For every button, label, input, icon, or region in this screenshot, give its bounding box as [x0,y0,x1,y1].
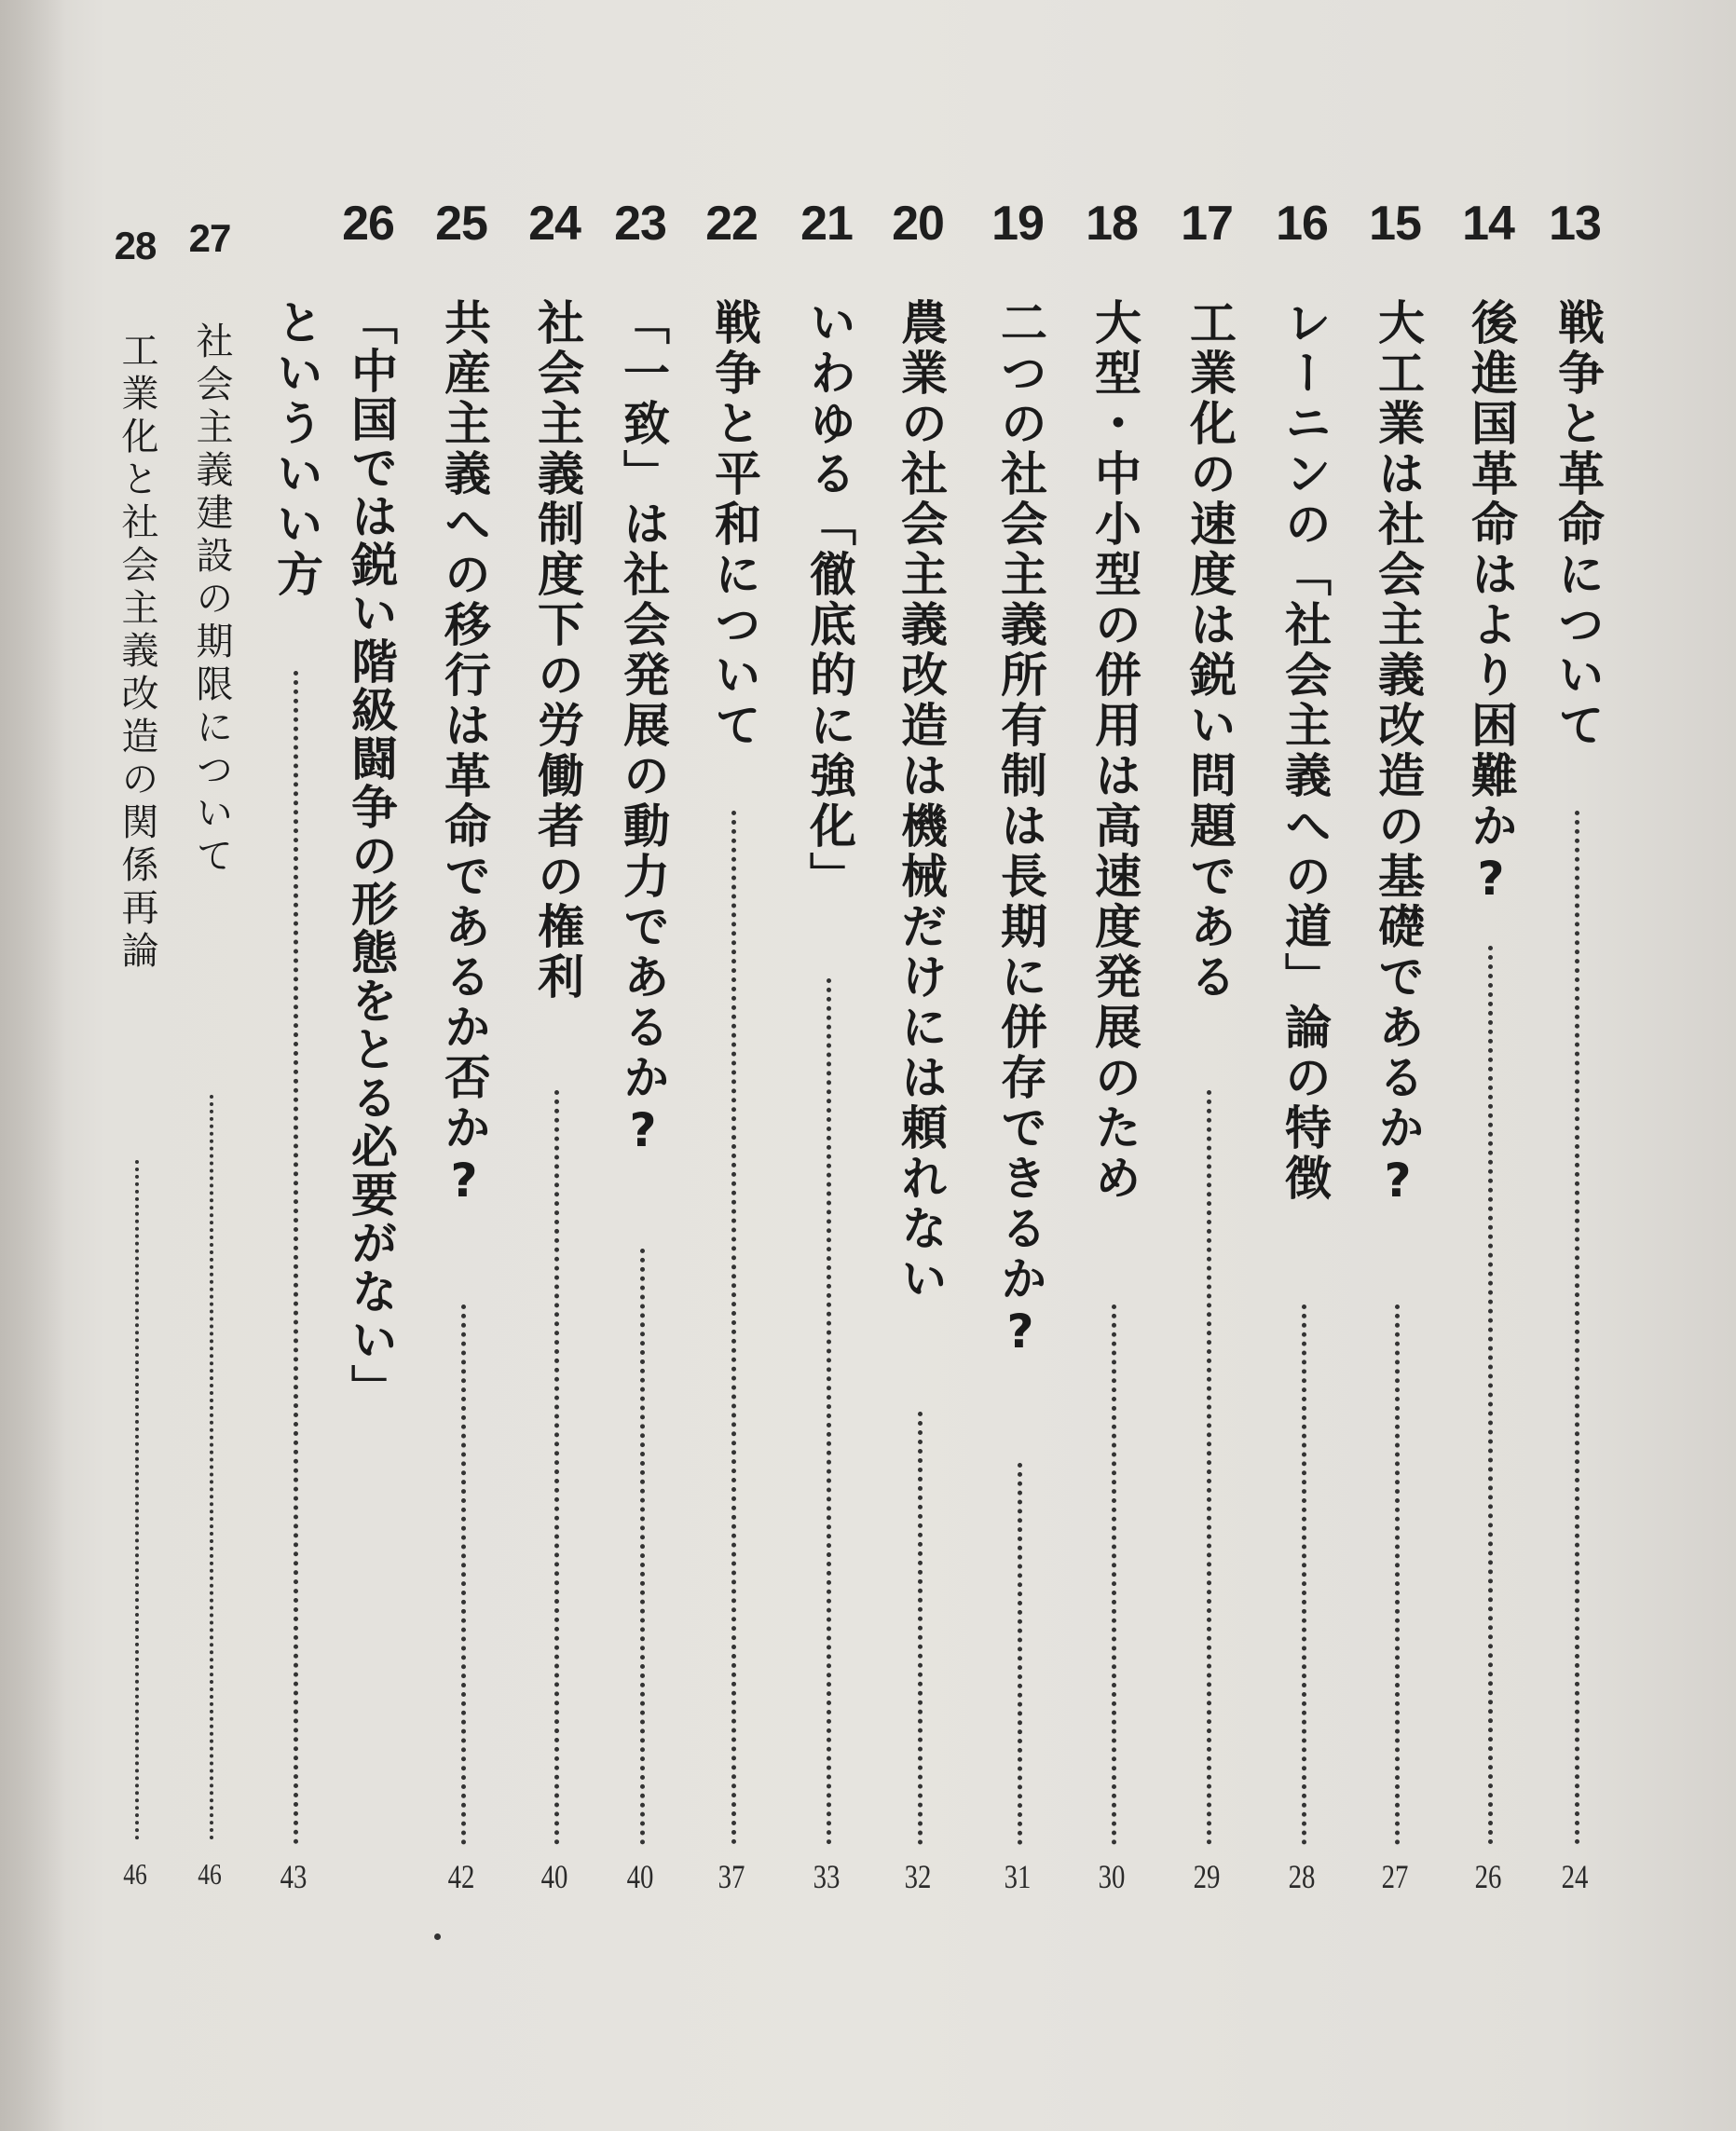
entry-page-number: 24 [1561,1858,1589,1895]
entry-page-number: 42 [447,1858,475,1895]
entry-page-number: 29 [1193,1858,1221,1895]
leader-dots [731,811,736,1845]
entry-number: 17 [1181,197,1233,251]
entry-title: 大工業は社会主義改造の基礎であるか? [1371,298,1425,1211]
entry-page-number: 33 [813,1858,841,1895]
toc-entry[interactable] [1446,0,1530,2131]
entry-title: 戦争と革命について [1551,298,1605,751]
entry-number: 21 [800,197,853,251]
toc-entry[interactable] [1070,0,1154,2131]
leader-dots [640,1249,645,1845]
toc-entry[interactable] [1353,0,1437,2131]
paper-speck [434,1933,441,1940]
leader-dots [1488,946,1493,1845]
leader-dots [1302,1305,1306,1845]
entry-page-number: 43 [280,1858,308,1895]
entry-number: 19 [991,197,1044,251]
entry-title: 工業化の速度は鋭い問題である [1182,298,1237,1003]
entry-number: 28 [114,224,157,267]
toc-entry[interactable] [513,0,596,2131]
entry-title: 「中国では鋭い階級闘争の形態をとる必要がない」 [344,298,398,1413]
leader-dots [1395,1305,1400,1845]
entry-number: 16 [1276,197,1328,251]
entry-title: レーニンの「社会主義への道」論の特徴 [1278,298,1332,1204]
entry-number: 20 [892,197,944,251]
toc-entry-continuation[interactable] [252,0,335,2131]
entry-title: といういい方 [269,298,323,600]
entry-page-number: 40 [626,1858,654,1895]
entry-title: 戦争と平和について [707,298,761,751]
toc-entry[interactable] [876,0,960,2131]
entry-page-number: 37 [718,1858,745,1895]
entry-title: 社会主義建設の期限について [190,321,233,879]
entry-number: 26 [342,197,394,251]
leader-dots [1112,1305,1116,1845]
entry-page-number: 28 [1288,1858,1316,1895]
entry-title: 大型・中小型の併用は高速度発展のため [1087,298,1141,1204]
leader-dots [461,1305,466,1845]
leader-dots [554,1090,559,1845]
entry-number: 23 [614,197,666,251]
leader-dots [1018,1463,1022,1845]
toc-entry[interactable] [326,0,410,2131]
entry-title: 共産主義への移行は革命であるか否か? [437,298,491,1211]
toc-entry[interactable] [1165,0,1249,2131]
entry-page-number: 26 [1474,1858,1502,1895]
entry-page-number: 46 [123,1857,147,1891]
entry-number: 13 [1549,197,1601,251]
entry-page-number: 40 [540,1858,568,1895]
toc-entry[interactable] [93,0,177,2131]
toc-entry[interactable] [1533,0,1617,2131]
entry-number: 14 [1462,197,1514,251]
entry-title: 社会主義制度下の労働者の権利 [530,298,584,1003]
entry-number: 15 [1369,197,1421,251]
entry-number: 27 [188,216,231,260]
entry-number: 25 [435,197,487,251]
entry-title: 二つの社会主義所有制は長期に併存できるか? [993,298,1047,1362]
toc-entry[interactable] [168,0,252,2131]
entry-page-number: 46 [198,1857,222,1891]
entry-number: 22 [705,197,758,251]
toc-entry[interactable] [419,0,503,2131]
toc-entry[interactable] [598,0,682,2131]
entry-title: 農業の社会主義改造は機械だけには頼れない [894,298,948,1305]
leader-dots [827,978,831,1845]
entry-page-number: 31 [1004,1858,1032,1895]
entry-page-number: 30 [1098,1858,1126,1895]
page-gutter-shadow [0,0,65,2131]
leader-dots [1575,811,1579,1845]
toc-entry[interactable] [690,0,773,2131]
leader-dots [294,671,298,1845]
entry-title: 「一致」は社会発展の動力であるか? [616,298,670,1161]
entry-number: 24 [528,197,581,251]
leader-dots [1207,1090,1211,1845]
toc-entry[interactable] [976,0,1059,2131]
entry-number: 18 [1086,197,1138,251]
entry-title: 工業化と社会主義改造の関係再論 [116,331,158,974]
entry-page-number: 32 [904,1858,932,1895]
entry-title: いわゆる「徹底的に強化」 [802,298,856,902]
entry-page-number: 27 [1381,1858,1409,1895]
toc-entry[interactable] [1260,0,1344,2131]
toc-entry[interactable] [785,0,868,2131]
leader-dots [918,1412,923,1845]
leader-dots [135,1160,139,1840]
entry-title: 後進国革命はより困難か? [1464,298,1518,909]
leader-dots [210,1095,213,1840]
